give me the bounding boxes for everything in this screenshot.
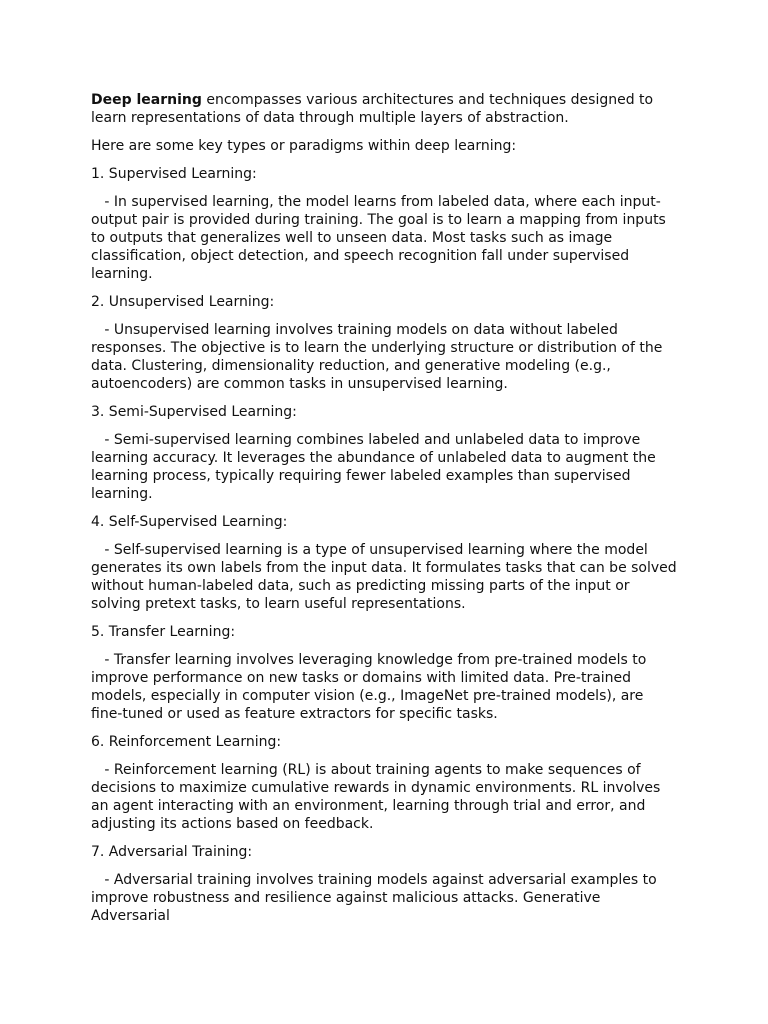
intro-bold-term: Deep learning [91,92,202,108]
item-heading: 6. Reinforcement Learning: [91,734,282,750]
item-heading: 3. Semi-Supervised Learning: [91,404,297,420]
item-body: - Transfer learning involves leveraging knowledge from pre-trained models to improve performance on new tasks or domains with limited data. Pre-trained models, especially in computer vision (e.g., ImageNet pre-trained models), are fine-tuned or used as feature extractors for specific tasks. [91,652,651,722]
intro-paragraph [91,91,678,127]
item-heading: 1. Supervised Learning: [91,166,257,182]
item-heading: 2. Unsupervised Learning: [91,294,275,310]
item-heading: 5. Transfer Learning: [91,624,236,640]
item-heading: 7. Adversarial Training: [91,844,253,860]
item-body: - Adversarial training involves training models against adversarial examples to improve robustness and resilience against malicious attacks. Generative Adversarial [91,872,662,924]
item-body: - Self-supervised learning is a type of unsupervised learning where the model generates its own labels from the input data. It formulates tasks that can be solved without human-labeled data, such as predicting missing parts of the input or solving pretext tasks, to learn useful representations. [91,542,682,612]
lead-paragraph: Here are some key types or paradigms within deep learning: [91,138,517,154]
item-body: - Unsupervised learning involves training models on data without labeled responses. The objective is to learn the underlying structure or distribution of the data. Clustering, dimensionality reduction, and generative modeling (e.g., autoencoders) are common tasks in unsupervised learning. [91,322,667,392]
item-heading: 4. Self-Supervised Learning: [91,514,288,530]
item-body: - Reinforcement learning (RL) is about training agents to make sequences of decisions to maximize cumulative rewards in dynamic environments. RL involves an agent interacting with an environment, learning through trial and error, and adjusting its actions based on feedback. [91,762,665,832]
item-body: - In supervised learning, the model learns from labeled data, where each input-output pair is provided during training. The goal is to learn a mapping from inputs to outputs that generalizes well to unseen data. Most tasks such as image classification, object detection, and speech recognition fall under supervised learning. [91,194,671,282]
intro-text: encompasses various architectures and techniques designed to learn representations of data through multiple layers of abstraction. [91,92,658,126]
item-body: - Semi-supervised learning combines labeled and unlabeled data to improve learning accuracy. It leverages the abundance of unlabeled data to augment the learning process, typically requiring fewer labeled examples than supervised learning. [91,432,661,502]
